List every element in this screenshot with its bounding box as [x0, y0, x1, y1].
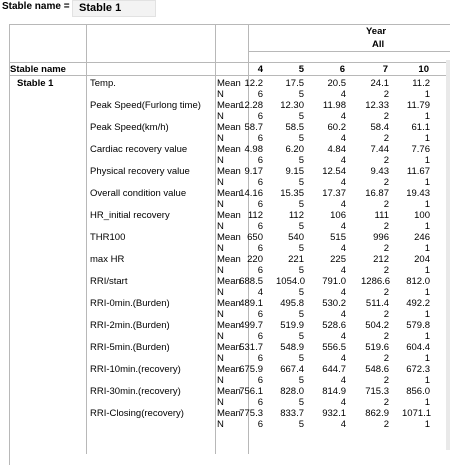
stat-label-n: N — [217, 353, 224, 364]
table-cell: 6 — [257, 133, 263, 144]
table-cell: 4 — [340, 353, 346, 364]
metric-label: Peak Speed(km/h) — [90, 122, 169, 133]
metric-label: THR100 — [90, 232, 126, 243]
table-cell: 4 — [340, 155, 346, 166]
table-cell: 5 — [298, 177, 304, 188]
filter-label: Stable name = — [2, 1, 70, 12]
table-cell: 862.9 — [365, 408, 389, 419]
stat-label-n: N — [217, 265, 224, 276]
table-cell: 856.0 — [406, 386, 430, 397]
table-cell: 61.1 — [411, 122, 430, 133]
stat-label-mean: Mean — [217, 78, 241, 89]
table-cell: 775.3 — [239, 408, 263, 419]
table-cell: 11.98 — [322, 100, 346, 111]
table-cell: 112 — [288, 210, 304, 221]
table-cell: 6 — [257, 397, 263, 408]
table-cell: 1 — [424, 111, 430, 122]
stat-label-n: N — [217, 111, 224, 122]
year-col-header[interactable]: 7 — [382, 64, 388, 75]
table-cell: 15.35 — [280, 188, 304, 199]
table-cell: 5 — [298, 199, 304, 210]
table-cell: 2 — [383, 177, 389, 188]
table-cell: 1 — [424, 89, 430, 100]
table-cell: 5 — [298, 89, 304, 100]
table-cell: 17.5 — [285, 78, 304, 89]
stat-label-mean: Mean — [217, 100, 241, 111]
table-cell: 4 — [340, 375, 346, 386]
metric-label: RRI-5min.(Burden) — [90, 342, 170, 353]
table-cell: 1 — [424, 419, 430, 430]
table-cell: 644.7 — [322, 364, 346, 375]
table-cell: 2 — [383, 353, 389, 364]
vertical-scrollbar[interactable] — [446, 60, 450, 450]
table-cell: 2 — [383, 287, 389, 298]
stat-label-mean: Mean — [217, 276, 241, 287]
grid-line — [9, 62, 450, 63]
table-cell: 111 — [374, 210, 389, 221]
metric-label: Cardiac recovery value — [90, 144, 188, 155]
table-cell: 540 — [288, 232, 304, 243]
table-cell: 1 — [424, 155, 430, 166]
table-cell: 756.1 — [239, 386, 263, 397]
table-cell: 548.6 — [365, 364, 389, 375]
table-cell: 19.43 — [406, 188, 430, 199]
table-cell: 828.0 — [280, 386, 304, 397]
table-cell: 495.8 — [280, 298, 304, 309]
table-cell: 4 — [340, 243, 346, 254]
table-cell: 6 — [257, 89, 263, 100]
table-cell: 5 — [298, 265, 304, 276]
stat-label-mean: Mean — [217, 232, 241, 243]
table-cell: 6 — [257, 221, 263, 232]
year-col-header[interactable]: 5 — [298, 64, 304, 75]
stat-label-n: N — [217, 331, 224, 342]
metric-label: RRI/start — [90, 276, 128, 287]
stable-filter-value[interactable]: Stable 1 — [72, 0, 156, 17]
table-cell: 1 — [424, 177, 430, 188]
table-cell: 225 — [330, 254, 346, 265]
table-cell: 531.7 — [239, 342, 263, 353]
table-cell: 1054.0 — [276, 276, 306, 287]
table-cell: 791.0 — [322, 276, 346, 287]
table-cell: 2 — [383, 133, 389, 144]
year-col-header[interactable]: 6 — [339, 64, 345, 75]
table-cell: 24.1 — [370, 78, 389, 89]
stat-label-mean: Mean — [217, 408, 241, 419]
table-cell: 12.2 — [244, 78, 263, 89]
table-cell: 16.87 — [365, 188, 389, 199]
table-cell: 6 — [257, 111, 263, 122]
stat-label-n: N — [217, 375, 224, 386]
table-cell: 2 — [383, 419, 389, 430]
stat-label-n: N — [217, 397, 224, 408]
table-cell: 6 — [257, 177, 263, 188]
table-cell: 11.67 — [406, 166, 430, 177]
table-cell: 5 — [298, 309, 304, 320]
table-cell: 60.2 — [327, 122, 346, 133]
table-cell: 4 — [340, 265, 346, 276]
stat-label-n: N — [217, 243, 224, 254]
table-cell: 528.6 — [322, 320, 346, 331]
metric-label: RRI-0min.(Burden) — [90, 298, 170, 309]
stat-label-mean: Mean — [217, 364, 241, 375]
table-cell: 2 — [383, 265, 389, 276]
table-cell: 5 — [298, 111, 304, 122]
table-cell: 672.3 — [406, 364, 430, 375]
table-cell: 1 — [424, 331, 430, 342]
table-cell: 212 — [373, 254, 389, 265]
all-header: All — [372, 39, 385, 50]
table-cell: 2 — [383, 375, 389, 386]
table-cell: 548.9 — [280, 342, 304, 353]
table-cell: 5 — [298, 221, 304, 232]
table-cell: 11.2 — [412, 78, 430, 89]
table-cell: 489.1 — [239, 298, 263, 309]
stat-label-mean: Mean — [217, 188, 241, 199]
year-col-header[interactable]: 4 — [257, 64, 263, 75]
table-cell: 814.9 — [322, 386, 346, 397]
stat-label-n: N — [217, 221, 224, 232]
table-cell: 20.5 — [327, 78, 346, 89]
grid-line — [86, 24, 87, 454]
table-cell: 519.6 — [365, 342, 389, 353]
metric-label: Temp. — [90, 78, 116, 89]
stat-label-mean: Mean — [217, 386, 241, 397]
table-cell: 2 — [383, 155, 389, 166]
stat-label-n: N — [217, 89, 224, 100]
stat-label-mean: Mean — [217, 342, 241, 353]
stat-label-mean: Mean — [217, 254, 241, 265]
stat-label-mean: Mean — [217, 144, 241, 155]
table-cell: 4.98 — [244, 144, 263, 155]
table-cell: 246 — [414, 232, 430, 243]
table-cell: 519.9 — [280, 320, 304, 331]
table-cell: 650 — [247, 232, 263, 243]
table-cell: 932.1 — [322, 408, 346, 419]
stat-label-mean: Mean — [217, 210, 241, 221]
stat-label-n: N — [217, 177, 224, 188]
table-cell: 5 — [298, 375, 304, 386]
table-cell: 6 — [257, 331, 263, 342]
table-cell: 2 — [383, 111, 389, 122]
table-cell: 515 — [330, 232, 346, 243]
table-cell: 12.33 — [365, 100, 389, 111]
year-col-header[interactable]: 10 — [418, 64, 429, 75]
table-cell: 2 — [383, 89, 389, 100]
grid-line — [215, 24, 216, 454]
metric-label: RRI-30min.(recovery) — [90, 386, 181, 397]
table-cell: 6 — [257, 353, 263, 364]
table-cell: 4 — [340, 419, 346, 430]
table-cell: 6 — [257, 155, 263, 166]
table-cell: 1071.1 — [402, 408, 432, 419]
stat-label-n: N — [217, 419, 224, 430]
table-cell: 833.7 — [280, 408, 304, 419]
metric-label: RRI-2min.(Burden) — [90, 320, 170, 331]
stat-label-n: N — [217, 309, 224, 320]
table-cell: 2 — [383, 243, 389, 254]
metric-label: Peak Speed(Furlong time) — [90, 100, 201, 111]
table-cell: 221 — [288, 254, 304, 265]
table-cell: 5 — [298, 133, 304, 144]
stat-label-n: N — [217, 287, 224, 298]
table-cell: 4 — [340, 89, 346, 100]
table-cell: 2 — [383, 199, 389, 210]
table-cell: 1 — [424, 265, 430, 276]
metric-label: Overall condition value — [90, 188, 187, 199]
table-cell: 4 — [340, 287, 346, 298]
stat-label-n: N — [217, 155, 224, 166]
table-cell: 9.17 — [244, 166, 263, 177]
table-cell: 499.7 — [239, 320, 263, 331]
table-cell: 6 — [257, 265, 263, 276]
table-cell: 4 — [340, 331, 346, 342]
filter-bar — [0, 0, 450, 18]
grid-line — [248, 51, 450, 52]
table-cell: 6 — [257, 309, 263, 320]
table-cell: 9.43 — [370, 166, 389, 177]
table-cell: 2 — [383, 331, 389, 342]
table-cell: 9.15 — [285, 166, 304, 177]
table-cell: 12.28 — [239, 100, 263, 111]
table-cell: 1286.6 — [361, 276, 391, 287]
table-cell: 6 — [257, 419, 263, 430]
table-cell: 14.16 — [239, 188, 263, 199]
table-cell: 530.2 — [322, 298, 346, 309]
table-cell: 604.4 — [406, 342, 430, 353]
stat-label-n: N — [217, 199, 224, 210]
table-cell: 1 — [424, 133, 430, 144]
table-cell: 100 — [414, 210, 430, 221]
table-cell: 2 — [383, 397, 389, 408]
metric-label: max HR — [90, 254, 125, 265]
table-cell: 4 — [257, 287, 263, 298]
table-cell: 106 — [330, 210, 346, 221]
table-cell: 4 — [340, 133, 346, 144]
table-cell: 1 — [424, 397, 430, 408]
table-cell: 4.84 — [327, 144, 346, 155]
table-cell: 5 — [298, 397, 304, 408]
table-cell: 204 — [414, 254, 430, 265]
table-cell: 511.4 — [365, 298, 389, 309]
year-header: Year — [366, 26, 387, 37]
grid-line — [9, 75, 450, 76]
table-cell: 7.44 — [370, 144, 389, 155]
table-cell: 5 — [298, 353, 304, 364]
stable-row-label: Stable 1 — [17, 78, 54, 89]
table-cell: 1 — [424, 309, 430, 320]
table-cell: 7.76 — [411, 144, 430, 155]
stat-label-mean: Mean — [217, 166, 241, 177]
table-cell: 4 — [340, 397, 346, 408]
table-cell: 1 — [424, 221, 430, 232]
stat-label-n: N — [217, 133, 224, 144]
table-cell: 4 — [340, 199, 346, 210]
table-cell: 675.9 — [239, 364, 263, 375]
table-cell: 556.5 — [322, 342, 346, 353]
table-cell: 2 — [383, 309, 389, 320]
table-cell: 12.30 — [280, 100, 304, 111]
table-cell: 6.20 — [285, 144, 304, 155]
table-cell: 1 — [424, 287, 430, 298]
table-cell: 58.5 — [285, 122, 304, 133]
table-cell: 17.37 — [322, 188, 346, 199]
table-cell: 220 — [247, 254, 263, 265]
metric-label: Physical recovery value — [90, 166, 190, 177]
table-cell: 58.7 — [244, 122, 263, 133]
table-cell: 667.4 — [280, 364, 304, 375]
table-cell: 1 — [424, 199, 430, 210]
table-cell: 2 — [383, 221, 389, 232]
table-cell: 6 — [257, 243, 263, 254]
table-cell: 12.54 — [322, 166, 346, 177]
table-cell: 5 — [298, 155, 304, 166]
table-cell: 492.2 — [406, 298, 430, 309]
table-cell: 11.79 — [406, 100, 430, 111]
table-cell: 4 — [340, 221, 346, 232]
stat-label-mean: Mean — [217, 298, 241, 309]
table-cell: 5 — [298, 419, 304, 430]
table-cell: 1 — [424, 375, 430, 386]
table-cell: 715.3 — [365, 386, 389, 397]
table-cell: 6 — [257, 375, 263, 386]
stat-label-mean: Mean — [217, 320, 241, 331]
table-cell: 688.5 — [239, 276, 263, 287]
table-cell: 579.8 — [406, 320, 430, 331]
table-cell: 1 — [424, 353, 430, 364]
table-cell: 5 — [298, 331, 304, 342]
table-cell: 812.0 — [406, 276, 430, 287]
table-cell: 504.2 — [365, 320, 389, 331]
table-cell: 4 — [340, 111, 346, 122]
table-cell: 5 — [298, 243, 304, 254]
metric-label: HR_initial recovery — [90, 210, 170, 221]
stable-name-column-header[interactable]: Stable name — [10, 64, 66, 75]
table-cell: 6 — [257, 199, 263, 210]
table-cell: 1 — [424, 243, 430, 254]
metric-label: RRI-Closing(recovery) — [90, 408, 184, 419]
table-cell: 4 — [340, 177, 346, 188]
metric-label: RRI-10min.(recovery) — [90, 364, 181, 375]
table-cell: 5 — [298, 287, 304, 298]
stat-label-mean: Mean — [217, 122, 241, 133]
table-cell: 58.4 — [370, 122, 389, 133]
table-cell: 4 — [340, 309, 346, 320]
table-cell: 996 — [373, 232, 389, 243]
table-cell: 112 — [247, 210, 263, 221]
